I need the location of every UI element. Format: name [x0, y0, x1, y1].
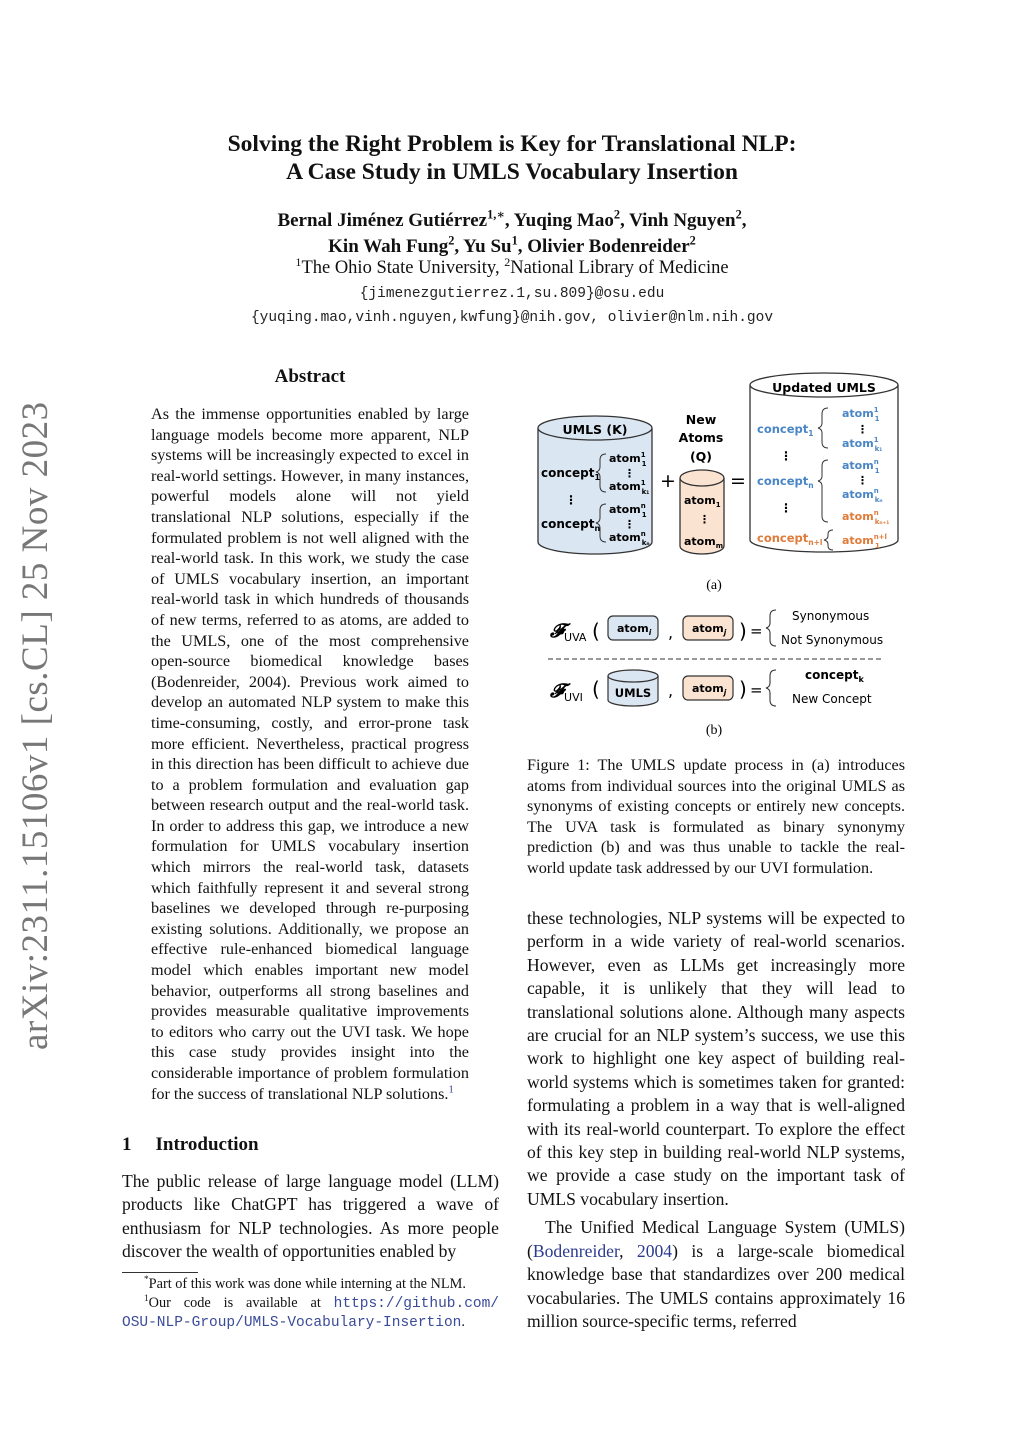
para2-rest: ) is a large-scale biomedical knowledge base that standardizes over 200 medical vocabularies. The UMLS contains approximately 16 million source-specific terms, referred: [527, 1240, 906, 1331]
footnote-2-mark: 1: [144, 1293, 149, 1304]
figure-1: [520, 370, 920, 750]
citation-link[interactable]: Bodenreider: [532, 1240, 620, 1261]
label-concept-k: concept$_k$: [805, 668, 864, 684]
umls-atom-a1: atom$^1$ 1: [609, 451, 647, 468]
abstract-text: As the immense opportunities enabled by large language models become more apparent, NLP systems will be increasingly expected to excel in real-world settings. However, in many instances, powerful models alone will not yield translational NLP solutions, especially if the formulated problem is not well aligned with the real-world task. In this work, we study the case of UMLS vocabulary insertion, an important real-world task in which hundreds of thousands of new terms, referred to as atoms, are added to the UMLS, one of the most comprehensive open-source biomedical knowledge bases (Bodenreider, 2004). Previous work aimed to develop an automated NLP system to make this time-consuming, costly, and error-prone task more efficient. Nevertheless, practical progress in this direction has been difficult to achieve due to a problem formulation and evaluation gap between research output and the real-world task. In order to address this gap, we introduce a new formulation for UMLS vocabulary insertion which mirrors the real-world task, datasets which faithfully represent it and several strong baselines we developed through re-purposing existing solutions. Additionally, we propose an effective rule-enhanced biomedical language model which enables important new model behavior, outperforms all strong baselines and provides measurable qualitative improvements to editors who carry out the UVI task. We hope this case study provides insight into the considerable importance of problem formulation for the success of translational NLP solutions.: [151, 405, 469, 1103]
equals-sign: =: [730, 470, 746, 492]
paper-title: [0, 130, 1024, 186]
updated-atom-a1: atom$^1$ 1: [842, 406, 880, 423]
section-heading: [122, 1134, 259, 1156]
atom-j-label: atom$_j$: [692, 622, 727, 637]
abstract-footnote-mark[interactable]: 1: [448, 1084, 454, 1096]
paren-close: ): [739, 619, 747, 643]
para2-comma: ,: [619, 1240, 637, 1261]
umls-concept-1: concept$_1$: [541, 466, 601, 482]
footnote-2-cont: [122, 1313, 499, 1333]
footnote-1-mark: *: [144, 1275, 149, 1286]
vdots: ⋮: [780, 449, 792, 463]
updated-concept-n: concept$_n$: [757, 474, 814, 490]
new-atoms-line2: Atoms: [678, 430, 724, 445]
plus-sign: +: [660, 470, 676, 492]
updated-concept-nl: concept$_{n+l}$: [757, 531, 823, 547]
umls-atom-b1: atom$^n$ 1: [609, 502, 647, 519]
umls-atom-b2: atom$^n$ kₙ: [609, 530, 650, 547]
q-atom-m: atom$_m$: [684, 535, 723, 550]
code-url-link-cont[interactable]: OSU-NLP-Group/UMLS-Vocabulary-Insertion: [122, 1315, 462, 1331]
title-line-1: Solving the Right Problem is Key for Translational NLP:: [227, 131, 797, 157]
author-list: [0, 208, 1024, 260]
footnote-2-end: .: [461, 1314, 465, 1330]
email-line-1: {jimenezgutierrez.1,su.809}@osu.edu: [359, 286, 665, 302]
title-line-2: A Case Study in UMLS Vocabulary Insertion: [286, 159, 738, 185]
f-uvi-symbol: 𝓕$_{UVI}$: [550, 681, 583, 704]
right-paragraph-1: these technologies, NLP systems will be expected to perform in a wide variety of real-world scenarios. However, even as LLMs get increasingly more capable, it is unlikely that they will lead to translational solutions alone. Although many aspects are crucial for an NLP system’s success, we use this work to highlight one key aspect of building real-world systems which is sometimes taken for granted: formulating a problem in a way that is well-aligned with its real-world counterpart. To explore the effect of this key step in building real-world NLP systems, we provide a case study on the important task of UMLS vocabulary insertion.: [527, 908, 905, 1209]
paren-open: (: [592, 677, 600, 701]
new-atoms-line3: (Q): [689, 449, 713, 464]
figure-caption: Figure 1: The UMLS update process in (a) introduces atoms from individual sources into the original UMLS as synonyms of existing concepts or entirely new concepts. The UVA task is formulated as binary synonymy prediction (b) and was thus unable to tackle the real-world update task addressed by our UVI formulation.: [527, 756, 905, 877]
right-column: [527, 907, 905, 1333]
paren-close: ): [739, 677, 747, 701]
footnote-2: [122, 1294, 499, 1314]
affiliations: $^1$The Ohio State University, $^2$National Library of Medicine: [295, 254, 729, 278]
footnote-rule: [122, 1272, 198, 1273]
umls-box-label: UMLS: [614, 686, 652, 700]
authors-line-2: Kin Wah Fung$^2$, Yu Su$^1$, Olivier Bodenreider$^2$: [328, 233, 696, 257]
equals-uva: =: [750, 622, 763, 640]
code-url-link[interactable]: https://github.com/: [333, 1295, 499, 1312]
updated-atom-c1: atom$^{n+l}$ 1: [842, 533, 887, 550]
vdots: ⋮: [624, 467, 635, 480]
comma: ,: [668, 681, 674, 700]
equals-uvi: =: [750, 681, 763, 699]
footnote-1: [122, 1275, 499, 1294]
label-not-synonymous: Not Synonymous: [781, 633, 884, 647]
caption-a: (a): [706, 578, 722, 593]
umls-k-label: UMLS (K): [562, 422, 628, 437]
atom-i-label: atom$_i$: [617, 622, 652, 637]
f-uva-symbol: 𝓕$_{UVA}$: [550, 621, 587, 644]
q-atom-1: atom$_1$: [684, 494, 721, 509]
updated-umls-label: Updated UMLS: [772, 380, 876, 395]
paren-open: (: [592, 619, 600, 643]
footnote-2-text: Our code is available at: [148, 1294, 334, 1311]
citation-year-link[interactable]: 2004: [636, 1240, 673, 1261]
umls-concept-n: concept$_n$: [541, 517, 601, 533]
updated-concept-1: concept$_1$: [757, 422, 814, 438]
email-line-2: {yuqing.mao,vinh.nguyen,kwfung}@nih.gov, olivier@nlm.nih.gov: [250, 310, 774, 326]
authors-line-1: Bernal Jiménez Gutiérrez$^{1,∗}$, Yuqing Mao$^2$, Vinh Nguyen$^2$,: [277, 207, 747, 231]
vdots: ⋮: [624, 518, 635, 531]
updated-atom-b2: atom$^n$ kₙ: [842, 487, 883, 504]
vdots: ⋮: [565, 493, 577, 507]
caption-b: (b): [705, 723, 723, 738]
section-number: 1: [122, 1134, 132, 1155]
vdots: ⋮: [780, 501, 792, 515]
intro-paragraph: The public release of large language model (LLM) products like ChatGPT has triggered a wave of enthusiasm for NLP technologies. As more people discover the wealth of opportunities enabled by: [122, 1171, 499, 1262]
footnotes: [122, 1275, 499, 1333]
section-title: Introduction: [155, 1134, 259, 1155]
abstract-body: [151, 404, 469, 1104]
updated-atom-a2: atom$^1$ k₁: [842, 436, 883, 453]
para2-start: The Unified Medical Language System (UMLS) (: [527, 1217, 905, 1261]
vdots: ⋮: [699, 513, 710, 526]
right-paragraph-2: [527, 1216, 905, 1333]
abstract-heading: Abstract: [274, 366, 346, 387]
vdots: ⋮: [857, 423, 868, 436]
new-atoms-line1: New: [685, 412, 717, 427]
label-new-concept: New Concept: [792, 692, 872, 706]
updated-atom-b3: atom$^n$ kₙ₊₁: [842, 509, 890, 526]
vdots: ⋮: [857, 474, 868, 487]
label-synonymous: Synonymous: [792, 609, 870, 623]
comma: ,: [668, 623, 674, 642]
atom-j-label-uvi: atom$_j$: [692, 682, 727, 697]
arxiv-identifier: arXiv:2311.15106v1 [cs.CL] 25 Nov 2023: [15, 401, 56, 1050]
updated-atom-b1: atom$^n$ 1: [842, 458, 880, 475]
footnote-1-text: Part of this work was done while interning at the NLM.: [148, 1276, 466, 1292]
umls-atom-a2: atom$^1$ k₁: [609, 479, 650, 496]
